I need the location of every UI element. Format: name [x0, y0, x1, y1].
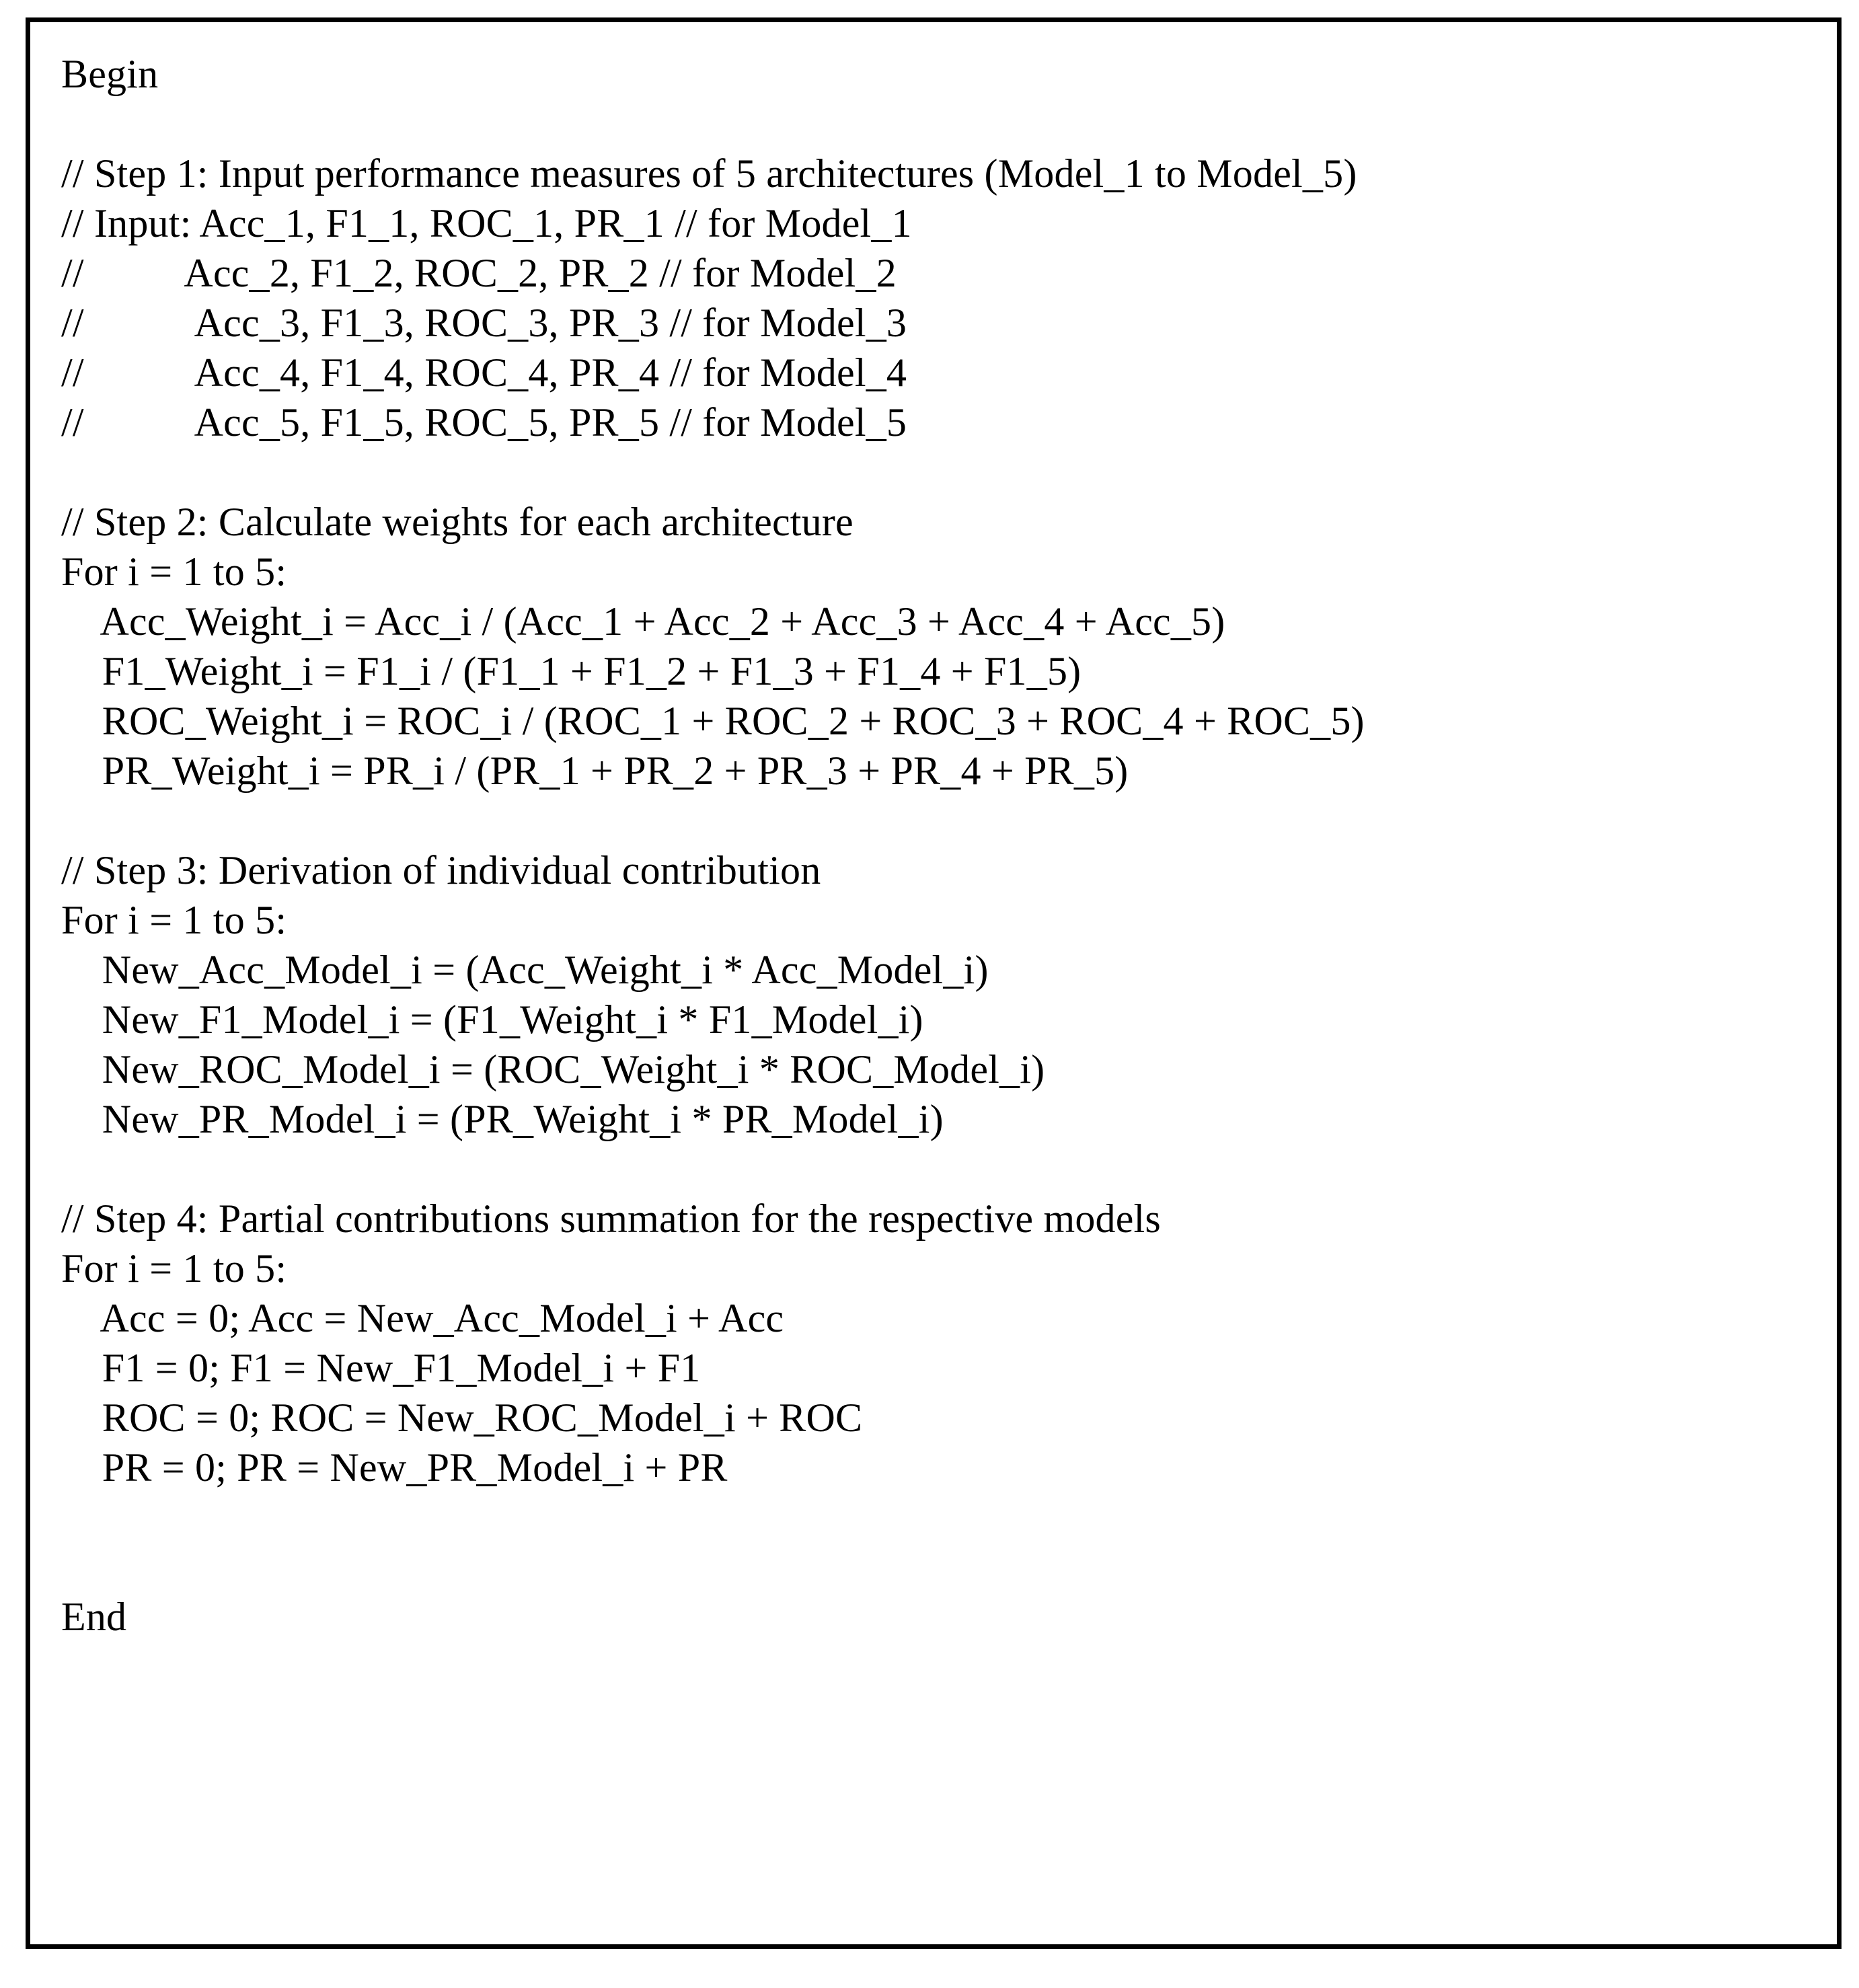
code-line: // Input: Acc_1, F1_1, ROC_1, PR_1 // for Model_1	[61, 201, 912, 245]
code-line: For i = 1 to 5:	[61, 898, 287, 942]
code-line: ROC = 0; ROC = New_ROC_Model_i + ROC	[61, 1396, 863, 1440]
code-line: PR = 0; PR = New_PR_Model_i + PR	[61, 1445, 728, 1490]
code-line: Acc_Weight_i = Acc_i / (Acc_1 + Acc_2 + Acc_3 + Acc_4 + Acc_5)	[61, 599, 1225, 644]
code-line: New_PR_Model_i = (PR_Weight_i * PR_Model_i)	[61, 1097, 944, 1141]
code-line: New_F1_Model_i = (F1_Weight_i * F1_Model_i)	[61, 997, 923, 1042]
code-line: F1_Weight_i = F1_i / (F1_1 + F1_2 + F1_3 + F1_4 + F1_5)	[61, 649, 1082, 693]
code-line-blank	[61, 1492, 1806, 1542]
algorithm-box	[26, 17, 1842, 1949]
code-line: ROC_Weight_i = ROC_i / (ROC_1 + ROC_2 + ROC_3 + ROC_4 + ROC_5)	[61, 699, 1365, 743]
algorithm-pseudocode	[61, 49, 1806, 1642]
code-line: // Step 3: Derivation of individual contribution	[61, 848, 821, 892]
code-line-blank	[61, 1144, 1806, 1194]
code-line: // Step 2: Calculate weights for each architecture	[61, 500, 853, 544]
code-line: PR_Weight_i = PR_i / (PR_1 + PR_2 + PR_3 + PR_4 + PR_5)	[61, 749, 1129, 793]
code-line: // Step 4: Partial contributions summation for the respective models	[61, 1196, 1161, 1241]
code-line: // Acc_4, F1_4, ROC_4, PR_4 // for Model_4	[61, 350, 907, 395]
code-line: New_ROC_Model_i = (ROC_Weight_i * ROC_Model_i)	[61, 1047, 1045, 1092]
code-line: Begin	[61, 52, 159, 96]
code-line: End	[61, 1595, 127, 1639]
code-line: // Acc_2, F1_2, ROC_2, PR_2 // for Model_2	[61, 251, 897, 295]
code-line: // Step 1: Input performance measures of 5 architectures (Model_1 to Model_5)	[61, 151, 1357, 196]
code-line: // Acc_5, F1_5, ROC_5, PR_5 // for Model_5	[61, 400, 907, 445]
code-line-blank	[61, 447, 1806, 497]
code-line: For i = 1 to 5:	[61, 1246, 287, 1291]
code-line: F1 = 0; F1 = New_F1_Model_i + F1	[61, 1346, 701, 1390]
code-line: Acc = 0; Acc = New_Acc_Model_i + Acc	[61, 1296, 784, 1340]
code-line: // Acc_3, F1_3, ROC_3, PR_3 // for Model_3	[61, 301, 907, 345]
code-line-blank	[61, 99, 1806, 149]
code-line: For i = 1 to 5:	[61, 549, 287, 594]
code-line: New_Acc_Model_i = (Acc_Weight_i * Acc_Model_i)	[61, 948, 989, 992]
code-line-blank	[61, 1542, 1806, 1592]
code-line-blank	[61, 796, 1806, 845]
